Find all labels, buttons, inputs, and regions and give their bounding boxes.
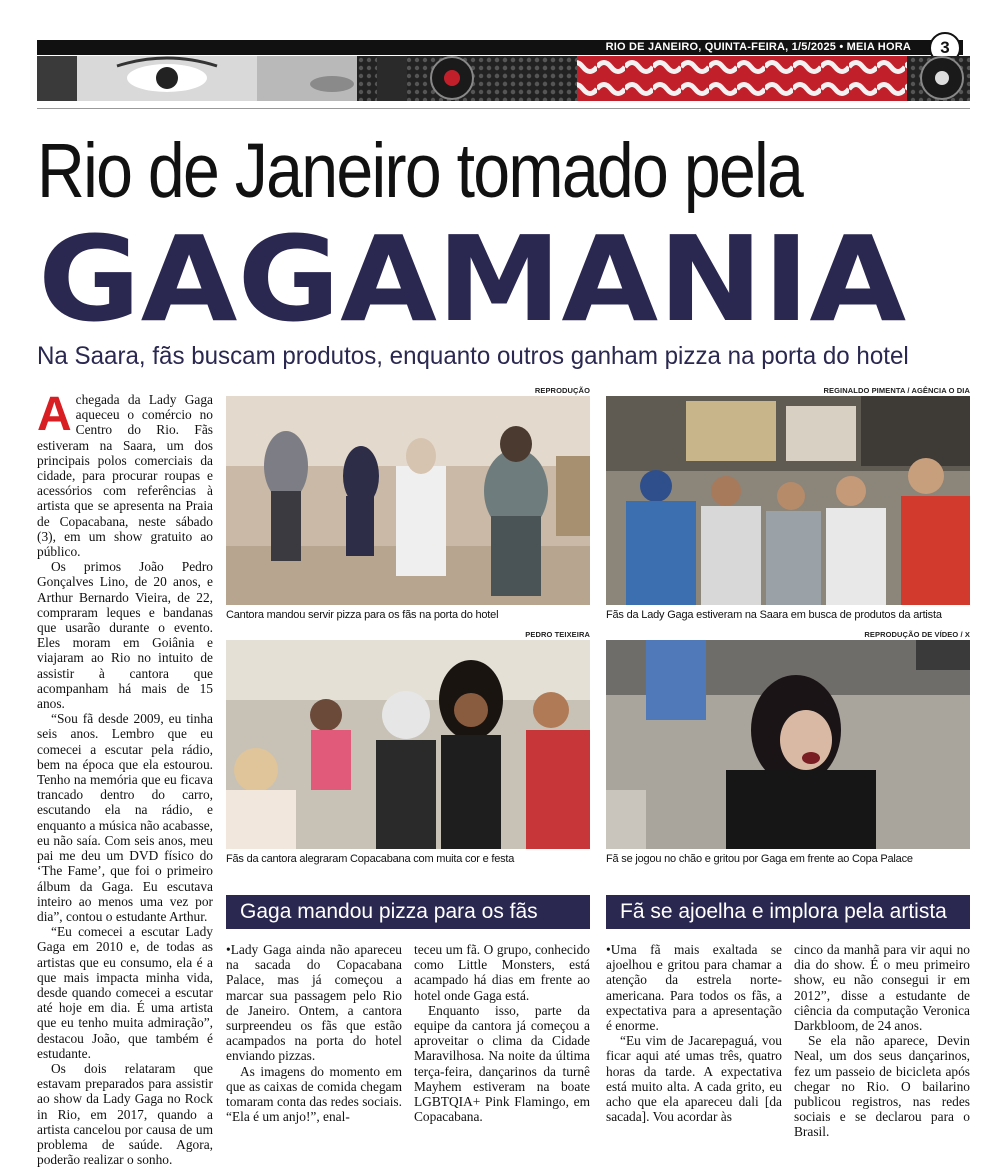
fan-article-col1 xyxy=(606,942,782,1124)
section-title-fan: Fã se ajoelha e implora pela artista xyxy=(606,895,970,929)
photo-caption: Fã se jogou no chão e gritou por Gaga em frente ao Copa Palace xyxy=(606,853,913,865)
paragraph: “Eu vim de Jacarepaguá, vou ficar aqui até umas três, quatro horas da tarde. A expectativa está muito alta. A cada grito, eu acho que ela apareceu dali [da sacada]. Vou acordar às xyxy=(606,1033,782,1125)
photo-caption: Fãs da cantora alegraram Copacabana com muita cor e festa xyxy=(226,853,515,865)
paragraph: • Uma fã mais exaltada se ajoelhou e gritou para chamar a atenção da estrela norte-americana. Para todos os fãs, a expectativa para a apresentação é enorme. xyxy=(606,942,782,1033)
dateline: RIO DE JANEIRO, QUINTA-FEIRA, 1/5/2025 • MEIA HORA xyxy=(605,41,911,53)
paragraph: Os dois relataram que estavam preparados para assistir ao show da Lady Gaga no Rock in Rio, em 2017, quando a artista cancelou por causa de um problema de saúde. Agora, poderão realizar o sonho. xyxy=(37,1060,213,1167)
section-title-pizza: Gaga mandou pizza para os fãs xyxy=(226,895,590,929)
paragraph: cinco da manhã para vir aqui no dia do show. É o meu primeiro show, eu não consegui ir em 2012”, disse a estudante de ciência da computação Veronica Darkbloom, de 24 anos. xyxy=(794,942,970,1034)
dropcap: A xyxy=(37,388,72,441)
photo-caption: Fãs da Lady Gaga estiveram na Saara em busca de produtos da artista xyxy=(606,609,942,621)
photo-pizza-hotel xyxy=(226,396,590,605)
paragraph: Se ela não aparece, Devin Neal, um dos seus dançarinos, fez um passeio de bicicleta após chegar no Rio. O bailarino publicou registros, nas redes sociais e se declarou para o Brasil. xyxy=(794,1033,970,1140)
photo-credit: PEDRO TEIXEIRA xyxy=(525,630,590,639)
header-bar xyxy=(37,40,963,55)
photo-caption: Cantora mandou servir pizza para os fãs na porta do hotel xyxy=(226,609,499,621)
headline-line1: Rio de Janeiro tomado pela xyxy=(37,128,803,214)
fan-article-col2 xyxy=(794,942,970,1140)
paragraph: Enquanto isso, parte da equipe da cantora já começou a aproveitar o clima da Cidade Maravilhosa. Na noite da última terça-feira, dançarinos da turnê Mayhem estiveram na boate LGBTQIA+ Pink Flamingo, em Copacabana. xyxy=(414,1002,590,1125)
paragraph: teceu um fã. O grupo, conhecido como Little Monsters, está acampado há dias em frente ao hotel onde Gaga está. xyxy=(414,942,590,1003)
paragraph: “Sou fã desde 2009, eu tinha seis anos. Lembro que eu comecei a escutar pela rádio, bem na época que ela estourou. Tenho na memória que eu ficava trancado dentro do carro, escutando ela na rádio, e enquanto a música não acabasse, eu não saía. Com seis anos, meu pai me deu um DVD físico do ‘The Fame’, que foi o primeiro álbum da Gaga. Eu escutava inteiro ao menos uma vez por dia”, contou o estudante Arthur. xyxy=(37,711,213,924)
page-number: 3 xyxy=(929,32,961,64)
main-article: Achegada da Lady Gaga aqueceu o comércio no Centro do Rio. Fãs estiveram na Saara, um dos principais polos comerciais da cidade, para procurar roupas e acessórios com referências à artista que se apresenta na Praia de Copacabana, neste sábado (3), em um show gratuito ao público. Os primos João Pedro Gonçalves Lino, de 20 anos, e Arthur Bernardo Vieira, de 22, compraram leques e bandanas que usarão durante o evento. Eles moram em Goiânia e viajaram ao Rio no intuito de assistir à cantora que acompanham há mais de 15 anos. “Sou fã desde 2009, eu tinha seis anos. Lembro que eu comecei a escutar pela rádio, bem na época que ela estourou. Tenho na memória que eu ficava trancado dentro do carro, escutando ela na rádio, e enquanto a música não acabasse, eu não saía. Com seis anos, meu pai me deu um DVD físico do ‘The Fame’, que foi o primeiro álbum da Gaga. Eu escutava inteiro ao menos uma vez por dia”, contou o estudante Arthur. “Eu comecei a escutar Lady Gaga em 2010 e, de todas as artistas que eu consumo, ela é a que mais impacta minha vida, desde quando comecei a escutar até hoje em dia. É uma artista que eu tenho muita admiração”, destacou João, que também é estudante. Os dois relataram que estavam preparados para assistir ao show da Lady Gaga no Rock in Rio, em 2017, quando a artista cancelou por causa de um problema de saúde. Agora, poderão realizar o sonho. xyxy=(37,388,213,1167)
paragraph: Os primos João Pedro Gonçalves Lino, de 20 anos, e Arthur Bernardo Vieira, de 22, compraram leques e bandanas que usarão durante o evento. Eles moram em Goiânia e viajaram ao Rio no intuito de assistir à cantora que acompanham há mais de 15 anos. xyxy=(37,559,213,712)
pizza-article-col2 xyxy=(414,942,590,1124)
photo-fan-kneeling xyxy=(606,640,970,849)
paragraph: As imagens do momento em que as caixas de comida chegam tomaram conta das redes sociais. “Ela é um anjo!”, enal- xyxy=(226,1063,402,1125)
paragraph: “Eu comecei a escutar Lady Gaga em 2010 e, de todas as artistas que eu consumo, ela é a que mais impacta minha vida, desde quando comecei a escutar até hoje em dia. É uma artista que eu tenho muita admiração”, destacou João, que também é estudante. xyxy=(37,924,213,1061)
header-banner-image xyxy=(37,56,970,101)
photo-saara-fans xyxy=(606,396,970,605)
photo-credit: REPRODUÇÃO xyxy=(534,386,590,395)
subheadline: Na Saara, fãs buscam produtos, enquanto outros ganham pizza na porta do hotel xyxy=(37,342,909,370)
photo-copacabana-party xyxy=(226,640,590,849)
pizza-article-col1 xyxy=(226,942,402,1124)
header-rule xyxy=(37,108,970,109)
paragraph: • Lady Gaga ainda não apareceu na sacada do Copacabana Palace, mas já começou a marcar sua passagem pelo Rio de Janeiro. Ontem, a cantora surpreendeu os fãs que estão acampados na porta do hotel enviando pizzas. xyxy=(226,942,402,1064)
headline-line2: GAGAMANIA xyxy=(38,210,907,348)
photo-credit: REGINALDO PIMENTA / AGÊNCIA O DIA xyxy=(823,386,970,395)
photo-credit: REPRODUÇÃO DE VÍDEO / X xyxy=(864,630,970,639)
